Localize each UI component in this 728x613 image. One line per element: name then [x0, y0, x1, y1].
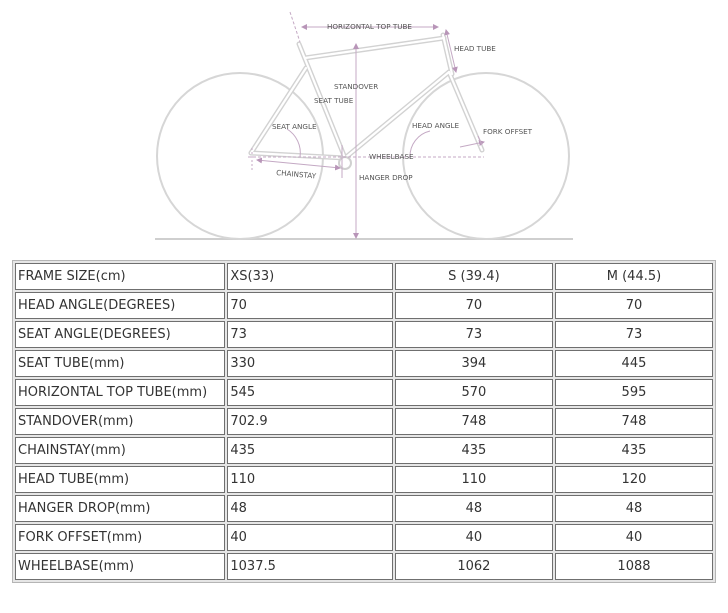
size-value-cell: 48 [227, 495, 393, 522]
label-wheelbase: WHEELBASE [369, 152, 414, 161]
size-value-cell: 40 [555, 524, 713, 551]
row-label: STANDOVER(mm) [15, 408, 225, 435]
table-row [15, 553, 713, 580]
bike-geometry-diagram [0, 0, 728, 250]
row-label: SEAT ANGLE(DEGREES) [15, 321, 225, 348]
size-value-cell: 40 [227, 524, 393, 551]
table-row [15, 292, 713, 319]
size-value-cell: 1088 [555, 553, 713, 580]
size-value-cell: 545 [227, 379, 393, 406]
row-label: SEAT TUBE(mm) [15, 350, 225, 377]
label-seat-angle: SEAT ANGLE [272, 122, 317, 131]
size-value-cell: 48 [395, 495, 553, 522]
table-row [15, 379, 713, 406]
size-value-cell: 70 [555, 292, 713, 319]
label-fork-offset: FORK OFFSET [483, 127, 533, 136]
table-row [15, 408, 713, 435]
size-value-cell: 70 [227, 292, 393, 319]
front-wheel [403, 73, 569, 239]
size-value-cell: 435 [227, 437, 393, 464]
label-standover: STANDOVER [334, 82, 379, 91]
label-seat-tube: SEAT TUBE [314, 96, 354, 105]
size-value-cell: 70 [395, 292, 553, 319]
geometry-table [12, 260, 716, 583]
row-label: WHEELBASE(mm) [15, 553, 225, 580]
size-value-cell: 330 [227, 350, 393, 377]
size-value-cell: 73 [395, 321, 553, 348]
size-value-cell: 40 [395, 524, 553, 551]
bottom-bracket [339, 157, 351, 169]
size-value-cell: 702.9 [227, 408, 393, 435]
table-row [15, 495, 713, 522]
size-value-cell: 110 [395, 466, 553, 493]
row-label: CHAINSTAY(mm) [15, 437, 225, 464]
size-value-cell: 748 [555, 408, 713, 435]
size-value-cell: XS(33) [227, 263, 393, 290]
size-value-cell: 435 [555, 437, 713, 464]
label-horizontal-top-tube: HORIZONTAL TOP TUBE [327, 22, 412, 31]
size-value-cell: 1037.5 [227, 553, 393, 580]
row-label: HORIZONTAL TOP TUBE(mm) [15, 379, 225, 406]
table-row [15, 350, 713, 377]
size-value-cell: 1062 [395, 553, 553, 580]
row-label: HANGER DROP(mm) [15, 495, 225, 522]
size-value-cell: 110 [227, 466, 393, 493]
size-value-cell: 595 [555, 379, 713, 406]
table-row [15, 437, 713, 464]
table-row [15, 321, 713, 348]
size-value-cell: M (44.5) [555, 263, 713, 290]
size-value-cell: 394 [395, 350, 553, 377]
table-row [15, 263, 713, 290]
size-value-cell: 73 [555, 321, 713, 348]
size-value-cell: 120 [555, 466, 713, 493]
label-hanger-drop: HANGER DROP [359, 173, 413, 182]
label-head-angle: HEAD ANGLE [412, 121, 460, 130]
size-value-cell: 570 [395, 379, 553, 406]
label-chainstay: CHAINSTAY [275, 168, 317, 181]
size-value-cell: 445 [555, 350, 713, 377]
row-label: HEAD ANGLE(DEGREES) [15, 292, 225, 319]
size-value-cell: 748 [395, 408, 553, 435]
row-label: FORK OFFSET(mm) [15, 524, 225, 551]
size-value-cell: S (39.4) [395, 263, 553, 290]
table-row [15, 524, 713, 551]
row-label: FRAME SIZE(cm) [15, 263, 225, 290]
size-value-cell: 48 [555, 495, 713, 522]
row-label: HEAD TUBE(mm) [15, 466, 225, 493]
size-value-cell: 73 [227, 321, 393, 348]
size-value-cell: 435 [395, 437, 553, 464]
label-head-tube: HEAD TUBE [454, 44, 496, 53]
table-row [15, 466, 713, 493]
